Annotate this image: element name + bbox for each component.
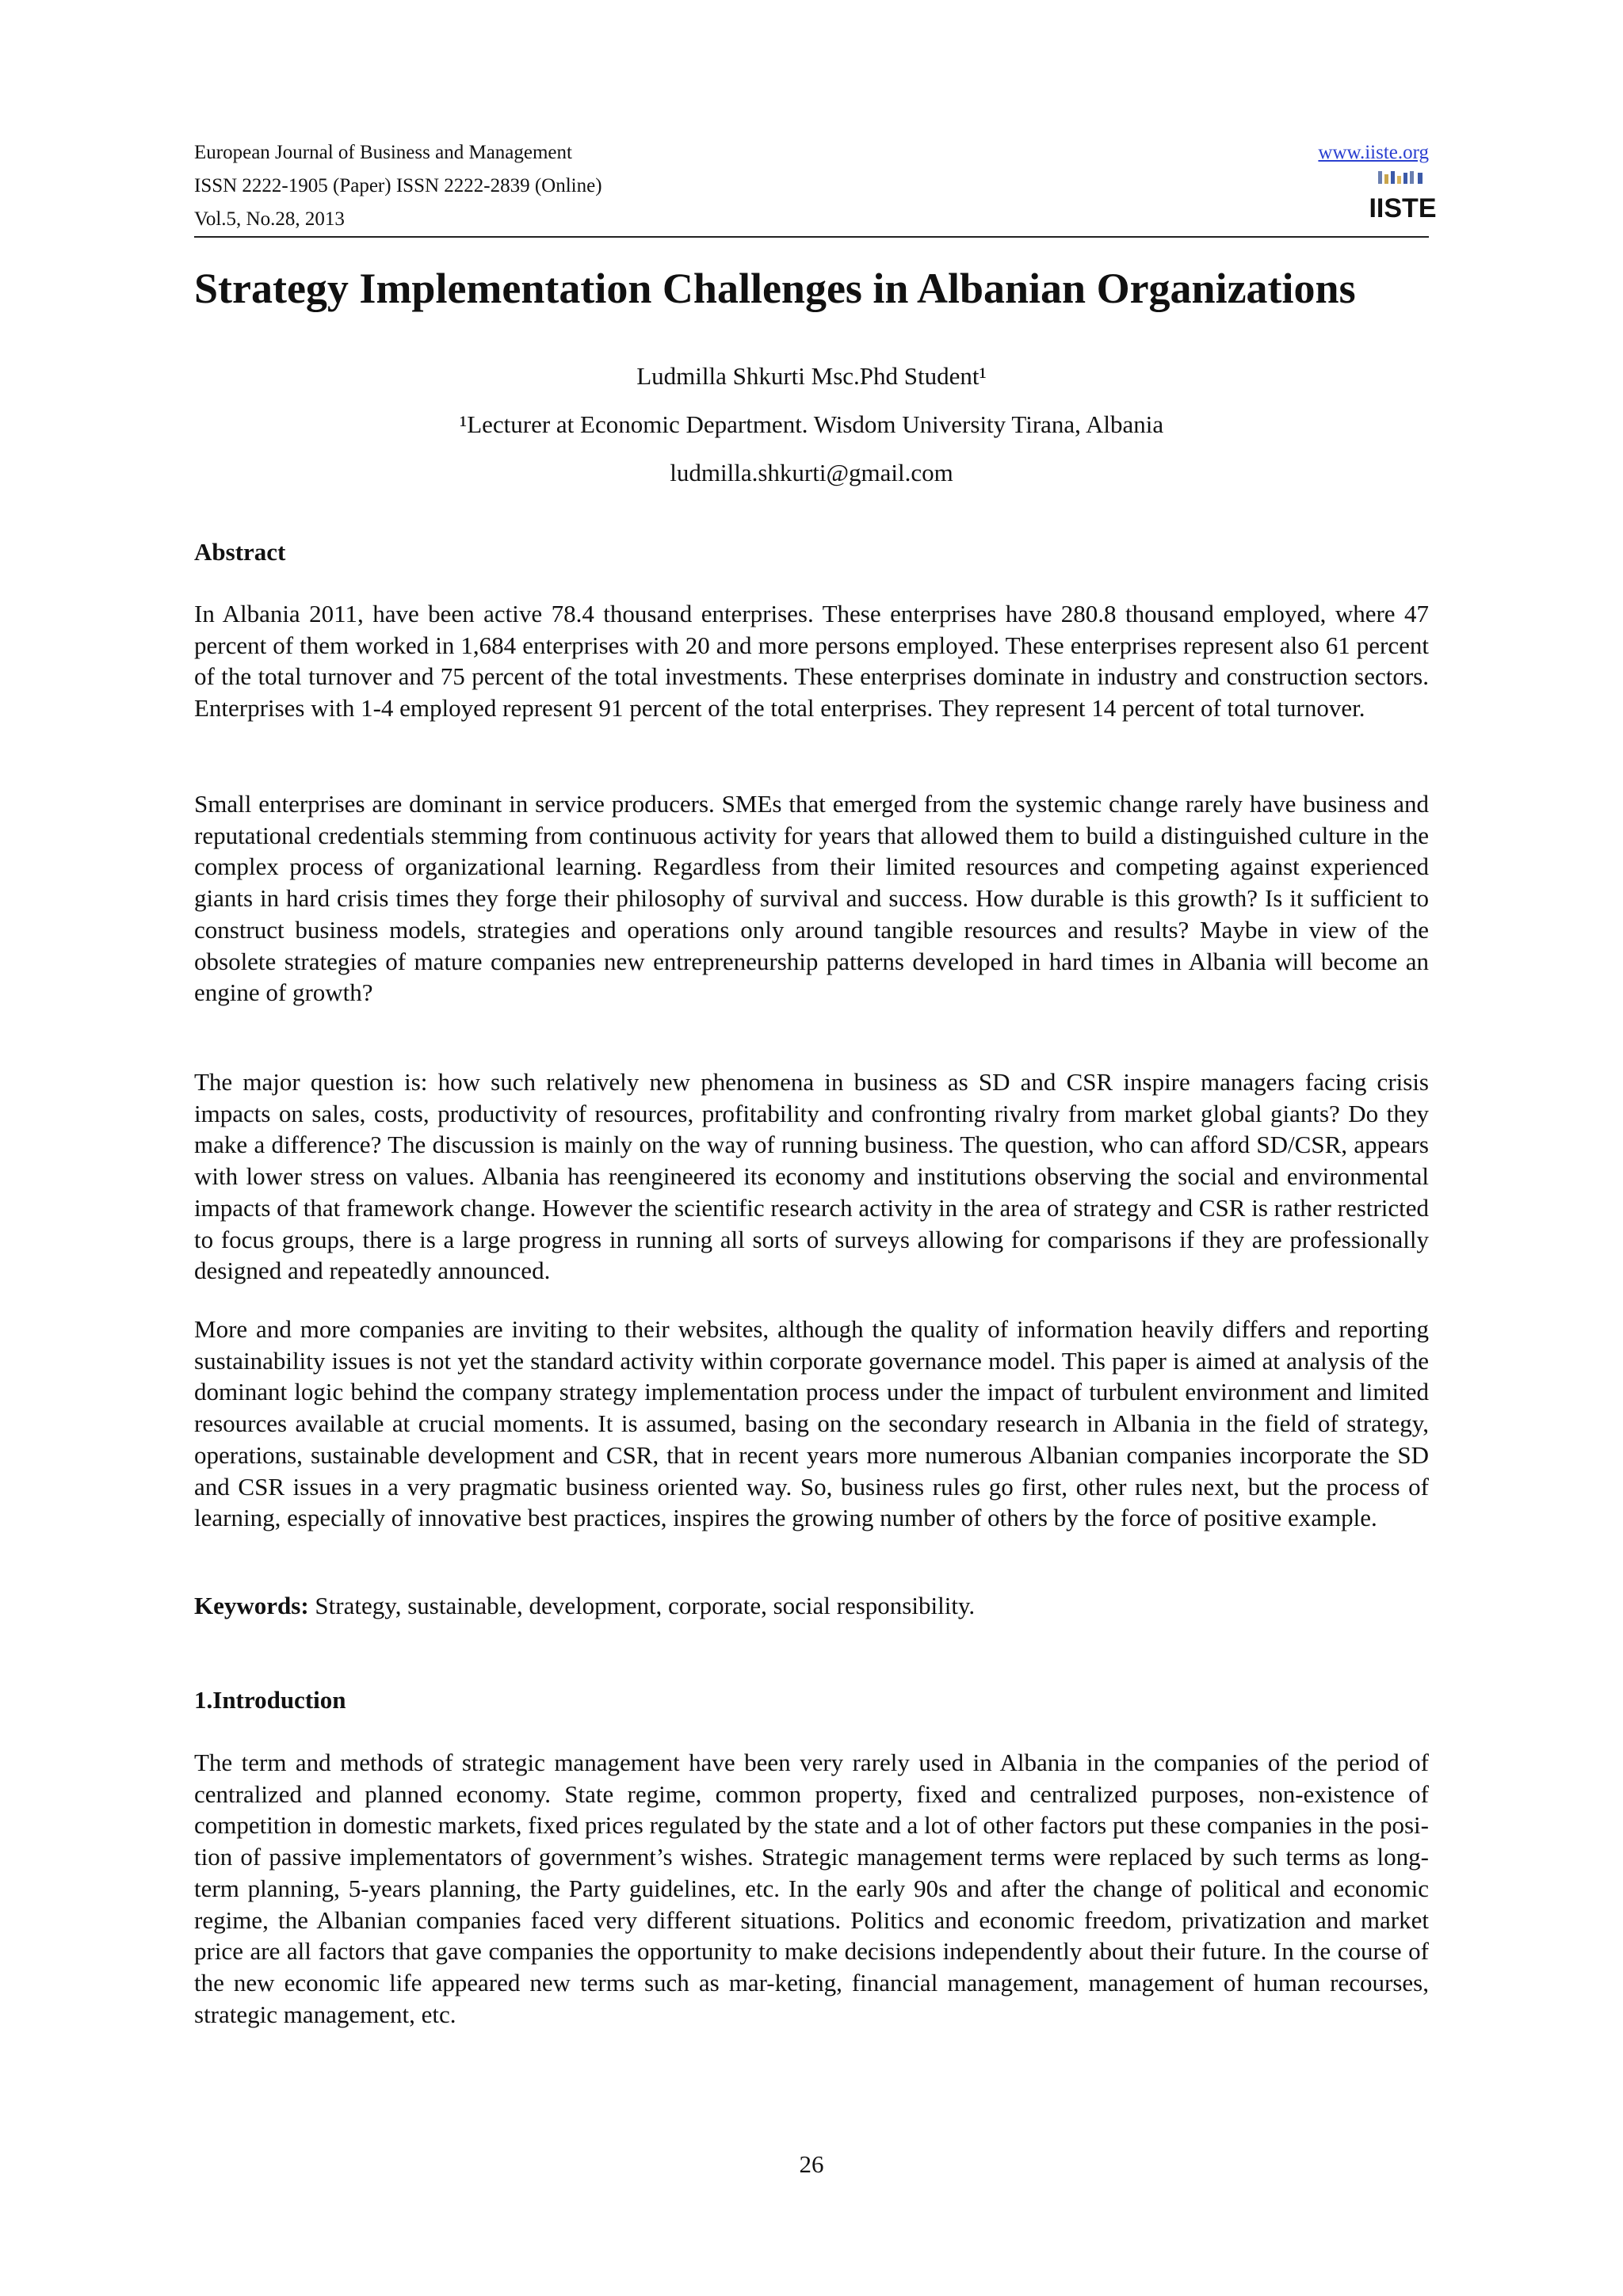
introduction-heading: 1.Introduction — [194, 1686, 346, 1714]
abstract-paragraph-1: In Albania 2011, have been active 78.4 thousand enterprises. These enterprises have 280.8 thousand employed, where 47 percent of them worked in 1,684 enterprises with 20 and more persons employed. These enterprises represent also 61 percent of the total turnover and 75 percent of the total investments. These enterprises dominate in industry and construction sectors. Enterprises with 1-4 employed represent 91 percent of the total enterprises. They represent 14 percent of total turnover. — [194, 600, 1429, 723]
logo-text: IISTE — [1369, 193, 1437, 223]
author-affiliation: ¹Lecturer at Economic Department. Wisdom University Tirana, Albania — [459, 410, 1164, 438]
keywords — [194, 1590, 1429, 1622]
paper-title: Strategy Implementation Challenges in Albanian Organizations — [194, 265, 1356, 312]
author-email: ludmilla.shkurti@gmail.com — [670, 459, 953, 486]
introduction-paragraph: The term and methods of strategic management have been very rarely used in Albania in the companies of the period of centralized and planned economy. State regime, common property, fixed and centralized purposes, non-existence of competition in domestic markets, fixed prices regulated by the state and a lot of other factors put these companies in the posi-tion of passive implementators of government’s wishes. Strategic management terms were replaced by such terms as long-term planning, 5-years planning, the Party guidelines, etc. In the early 90s and after the change of political and economic regime, the Albanian companies faced very different situations. Politics and economic freedom, privatization and market price are all factors that gave companies the opportunity to make decisions independently about their future. In the course of the new economic life appeared new terms such as mar-keting, financial management, management of human recourses, strategic management, etc. — [194, 1749, 1429, 2028]
journal-issn: ISSN 2222-1905 (Paper) ISSN 2222-2839 (Online) — [194, 175, 602, 196]
abstract-heading: Abstract — [194, 538, 286, 566]
abstract-paragraph-3: The major question is: how such relatively new phenomena in business as SD and CSR inspire managers facing crisis impacts on sales, costs, productivity of resources, profitability and confronting rivalry from market global giants? Do they make a difference? The discussion is mainly on the way of running business. The question, who can afford SD/CSR, appears with lower stress on values. Albania has reengineered its economy and institutions observing the social and environmental impacts of that framework change. However the scientific research activity in the area of strategy and CSR is rather restricted to focus groups, there is a large progress in running all sorts of surveys allowing for comparisons if they are professionally designed and repeatedly announced. — [194, 1068, 1429, 1285]
abstract-paragraph-2: Small enterprises are dominant in service producers. SMEs that emerged from the systemic change rarely have business and reputational credentials stemming from continuous activity for years that allowed them to build a distinguished culture in the complex process of organizational learning. Regardless from their limited resources and competing against experienced giants in hard crisis times they forge their philosophy of survival and success. How durable is this growth? Is it sufficient to construct business models, strategies and operations only around tangible resources and results? Maybe in view of the obsolete strategies of mature companies new entrepreneurship patterns developed in hard times in Albania will become an engine of growth? — [194, 790, 1429, 1007]
keywords-text: Strategy, sustainable, development, corporate, social responsibility. — [308, 1592, 976, 1619]
iiste-logo-icon — [1369, 170, 1437, 225]
header-rule — [194, 236, 1429, 238]
keywords-label: Keywords: — [194, 1592, 309, 1619]
website-link[interactable]: www.iiste.org — [1318, 142, 1429, 163]
abstract-paragraph-4: More and more companies are inviting to their websites, although the quality of information heavily differs and reporting sustainability issues is not yet the standard activity within corporate governance model. This paper is aimed at analysis of the dominant logic behind the company strategy implementation process under the impact of turbulent environment and limited resources available at crucial moments. It is assumed, basing on the secondary research in Albania in the field of strategy, operations, sustainable development and CSR, that in recent years more numerous Albanian companies incorporate the SD and CSR issues in a very pragmatic business oriented way. So, business rules go first, other rules next, but the process of learning, especially of innovative best practices, inspires the growing number of others by the force of positive example. — [194, 1315, 1429, 1532]
journal-volume: Vol.5, No.28, 2013 — [194, 208, 345, 230]
author-name: Ludmilla Shkurti Msc.Phd Student¹ — [636, 362, 987, 390]
page-number: 26 — [799, 2150, 824, 2178]
journal-name: European Journal of Business and Management — [194, 142, 572, 163]
journal-header — [194, 136, 602, 236]
